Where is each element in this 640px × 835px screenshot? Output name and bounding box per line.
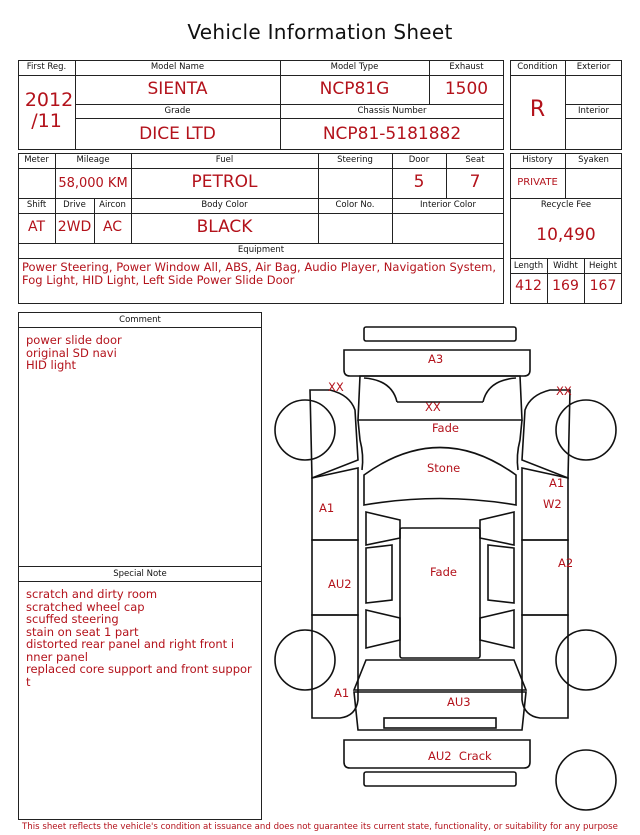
- mark-left-rear-door: AU2: [328, 577, 352, 591]
- aircon-value: AC: [102, 219, 123, 235]
- first-reg-month: /11: [31, 110, 62, 132]
- exhaust-label: Exhaust: [449, 62, 484, 72]
- history-value: PRIVATE: [517, 177, 558, 188]
- front-spoiler: [364, 327, 516, 341]
- first-reg-year: 2012: [24, 89, 74, 111]
- mark-windshield: Stone: [427, 461, 461, 475]
- body-color-value: BLACK: [196, 217, 253, 237]
- recycle-fee-value: 10,490: [536, 225, 596, 245]
- width-label: Widht: [553, 261, 578, 271]
- special-note-line: scratched wheel cap: [26, 599, 145, 614]
- color-no-label: Color No.: [335, 200, 375, 210]
- drive-label: Drive: [63, 200, 86, 210]
- aircon-label: Aircon: [99, 200, 126, 210]
- condition-label: Condition: [517, 62, 558, 72]
- mark-hood-lower: Fade: [432, 421, 459, 435]
- mark-right-front-door: W2: [543, 497, 562, 511]
- footer-disclaimer: This sheet reflects the vehicle's condition at issuance and does not guarantee its current state, functionality, or suitability for any purpose: [22, 822, 618, 832]
- shift-value: AT: [27, 219, 46, 235]
- left-front-wheel: [275, 400, 335, 460]
- comment-list: [26, 334, 258, 372]
- mark-left-rear-quarter: A1: [334, 686, 350, 700]
- model-type-label: Model Type: [330, 62, 379, 72]
- rear-spoiler: [364, 772, 516, 786]
- chassis-number-value: NCP81-5181882: [322, 124, 462, 144]
- right-front-fender: [522, 390, 570, 478]
- roof: [400, 528, 480, 658]
- mark-right-a-pillar: A1: [549, 476, 565, 490]
- special-note-line: distorted rear panel and right front i: [26, 637, 235, 651]
- comment-line: power slide door: [26, 333, 122, 347]
- interior-color-label: Interior Color: [420, 200, 476, 210]
- interior-label: Interior: [577, 106, 609, 116]
- mark-front-left-fender: XX: [328, 380, 344, 394]
- mileage-value: 58,000 KM: [58, 176, 128, 191]
- right-rear-wheel: [556, 630, 616, 690]
- history-label: History: [522, 155, 553, 165]
- model-name-value: SIENTA: [147, 79, 208, 99]
- fuel-label: Fuel: [215, 155, 234, 165]
- seat-value: 7: [469, 172, 481, 192]
- special-note-line: stain on seat 1 part: [26, 624, 139, 639]
- comment-line: original SD navi: [26, 345, 117, 360]
- height-label: Height: [588, 261, 618, 271]
- right-front-wheel: [556, 400, 616, 460]
- left-rear-wheel: [275, 630, 335, 690]
- spare-wheel: [556, 750, 616, 810]
- recycle-fee-label: Recycle Fee: [540, 200, 592, 210]
- drive-value: 2WD: [57, 219, 92, 235]
- chassis-number-label: Chassis Number: [357, 106, 427, 116]
- special-note-line: replaced core support and front suppor: [26, 662, 252, 676]
- mark-roof: Fade: [430, 565, 457, 579]
- fuel-value: PETROL: [191, 172, 258, 192]
- special-note-line: scuffed steering: [26, 612, 119, 626]
- mark-front-right-fender: XX: [556, 384, 572, 398]
- first-reg-label: First Reg.: [26, 62, 67, 72]
- mileage-label: Mileage: [76, 155, 110, 165]
- body-color-label: Body Color: [201, 200, 248, 210]
- meter-label: Meter: [24, 155, 49, 165]
- sheet-title: Vehicle Information Sheet: [187, 20, 453, 44]
- seat-label: Seat: [465, 155, 485, 165]
- right-rear-quarter: [522, 615, 568, 718]
- shift-label: Shift: [26, 200, 47, 210]
- right-rear-door: [522, 540, 568, 615]
- steering-label: Steering: [337, 155, 373, 165]
- windshield: [364, 448, 516, 506]
- mark-rear-bumper: AU2 Crack: [428, 749, 492, 763]
- rear-window: [354, 660, 526, 690]
- comment-line: HID light: [26, 358, 77, 372]
- mark-hood: XX: [425, 400, 441, 414]
- equipment-label: Equipment: [237, 245, 285, 255]
- special-note-label: Special Note: [113, 569, 167, 579]
- syaken-label: Syaken: [578, 155, 609, 165]
- grade-label: Grade: [164, 106, 191, 116]
- special-note-list: [26, 588, 258, 688]
- width-value: 169: [552, 278, 579, 294]
- door-label: Door: [408, 155, 430, 165]
- model-name-label: Model Name: [150, 62, 205, 72]
- mark-front-bumper: A3: [428, 352, 444, 366]
- length-label: Length: [513, 261, 544, 271]
- special-note-line: scratch and dirty room: [26, 587, 158, 601]
- mark-rear-gate: AU3: [447, 695, 471, 709]
- exhaust-value: 1500: [444, 79, 489, 99]
- exterior-label: Exterior: [576, 62, 611, 72]
- comment-label: Comment: [119, 315, 161, 325]
- special-note-line: nner panel: [26, 649, 88, 664]
- model-type-value: NCP81G: [319, 79, 390, 99]
- special-note-line: t: [26, 674, 31, 689]
- height-value: 167: [589, 278, 617, 294]
- mark-right-rear-door: A2: [558, 556, 574, 570]
- rear-gate: [354, 692, 526, 730]
- mark-left-front-door: A1: [319, 501, 335, 515]
- grade-value: DICE LTD: [139, 124, 216, 144]
- length-value: 412: [515, 278, 542, 294]
- equipment-value: Power Steering, Power Window All, ABS, Air Bag, Audio Player, Navigation System, Fog Light, HID Light, Left Side Power Slide Door: [22, 260, 500, 287]
- condition-value: R: [529, 97, 546, 122]
- door-value: 5: [413, 172, 425, 192]
